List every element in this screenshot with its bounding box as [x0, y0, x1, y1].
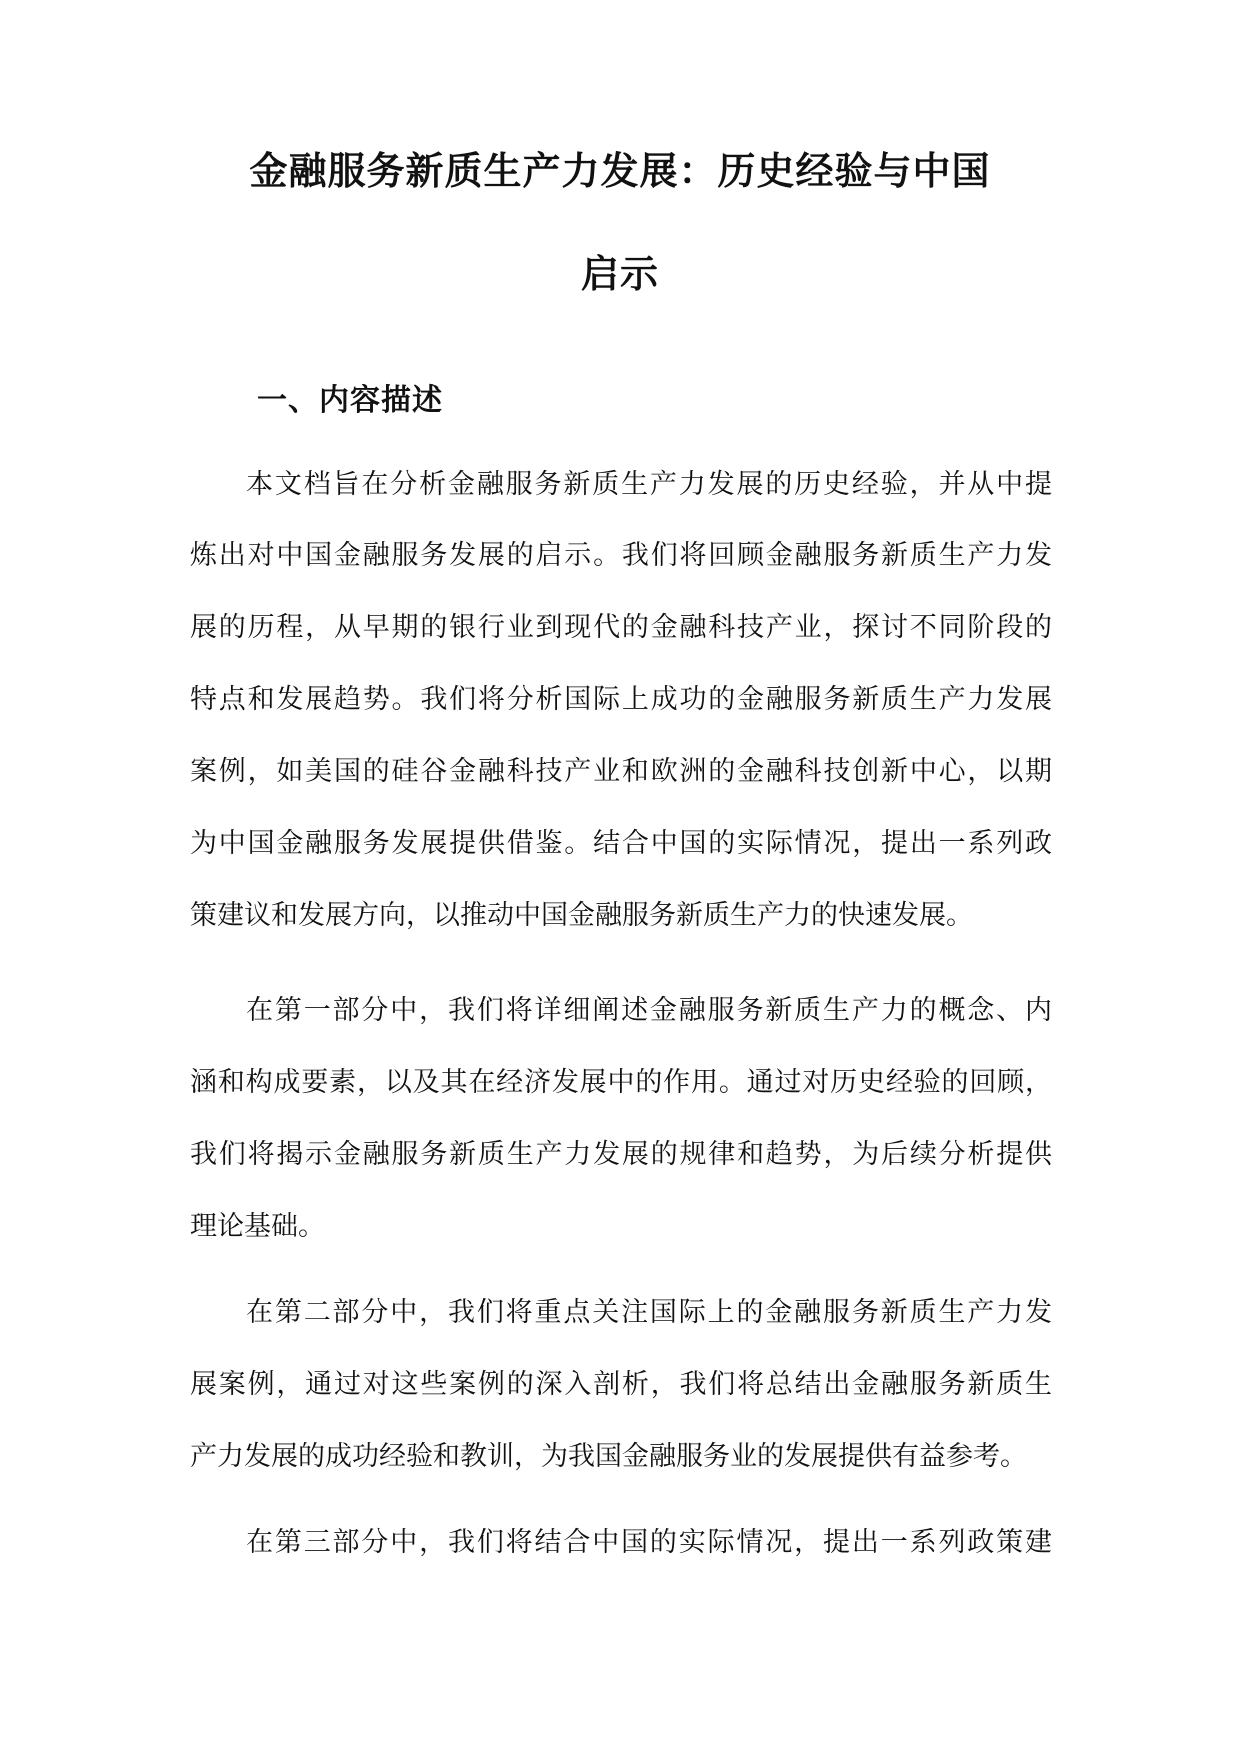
paragraph-1-line-5: 案例，如美国的硅谷金融科技产业和欧洲的金融科技创新中心，以期 [190, 756, 1052, 787]
paragraph-1-line-2: 炼出对中国金融服务发展的启示。我们将回顾金融服务新质生产力发 [190, 540, 1052, 571]
paragraph-4-line-1: 在第三部分中，我们将结合中国的实际情况，提出一系列政策建 [246, 1527, 1052, 1558]
paragraph-1-line-6: 为中国金融服务发展提供借鉴。结合中国的实际情况，提出一系列政 [190, 828, 1052, 859]
paragraph-1-line-4: 特点和发展趋势。我们将分析国际上成功的金融服务新质生产力发展 [190, 684, 1052, 715]
section-heading: 一、内容描述 [257, 383, 443, 418]
document-title-line-2: 启示 [580, 252, 659, 296]
paragraph-1-line-7: 策建议和发展方向，以推动中国金融服务新质生产力的快速发展。 [190, 900, 973, 931]
paragraph-1-line-1: 本文档旨在分析金融服务新质生产力发展的历史经验，并从中提 [246, 469, 1052, 500]
document-title-line-1: 金融服务新质生产力发展：历史经验与中国 [249, 149, 991, 193]
paragraph-2-line-1: 在第一部分中，我们将详细阐述金融服务新质生产力的概念、内 [246, 995, 1052, 1026]
paragraph-3-line-2: 展案例，通过对这些案例的深入剖析，我们将总结出金融服务新质生 [190, 1369, 1052, 1400]
paragraph-3-line-3: 产力发展的成功经验和教训，为我国金融服务业的发展提供有益参考。 [190, 1441, 1027, 1472]
paragraph-1-line-3: 展的历程，从早期的银行业到现代的金融科技产业，探讨不同阶段的 [190, 612, 1052, 643]
paragraph-2-line-2: 涵和构成要素，以及其在经济发展中的作用。通过对历史经验的回顾， [190, 1067, 1052, 1098]
paragraph-2-line-3: 我们将揭示金融服务新质生产力发展的规律和趋势，为后续分析提供 [190, 1139, 1052, 1170]
paragraph-3-line-1: 在第二部分中，我们将重点关注国际上的金融服务新质生产力发 [246, 1297, 1052, 1328]
paragraph-2-line-4: 理论基础。 [190, 1211, 325, 1242]
